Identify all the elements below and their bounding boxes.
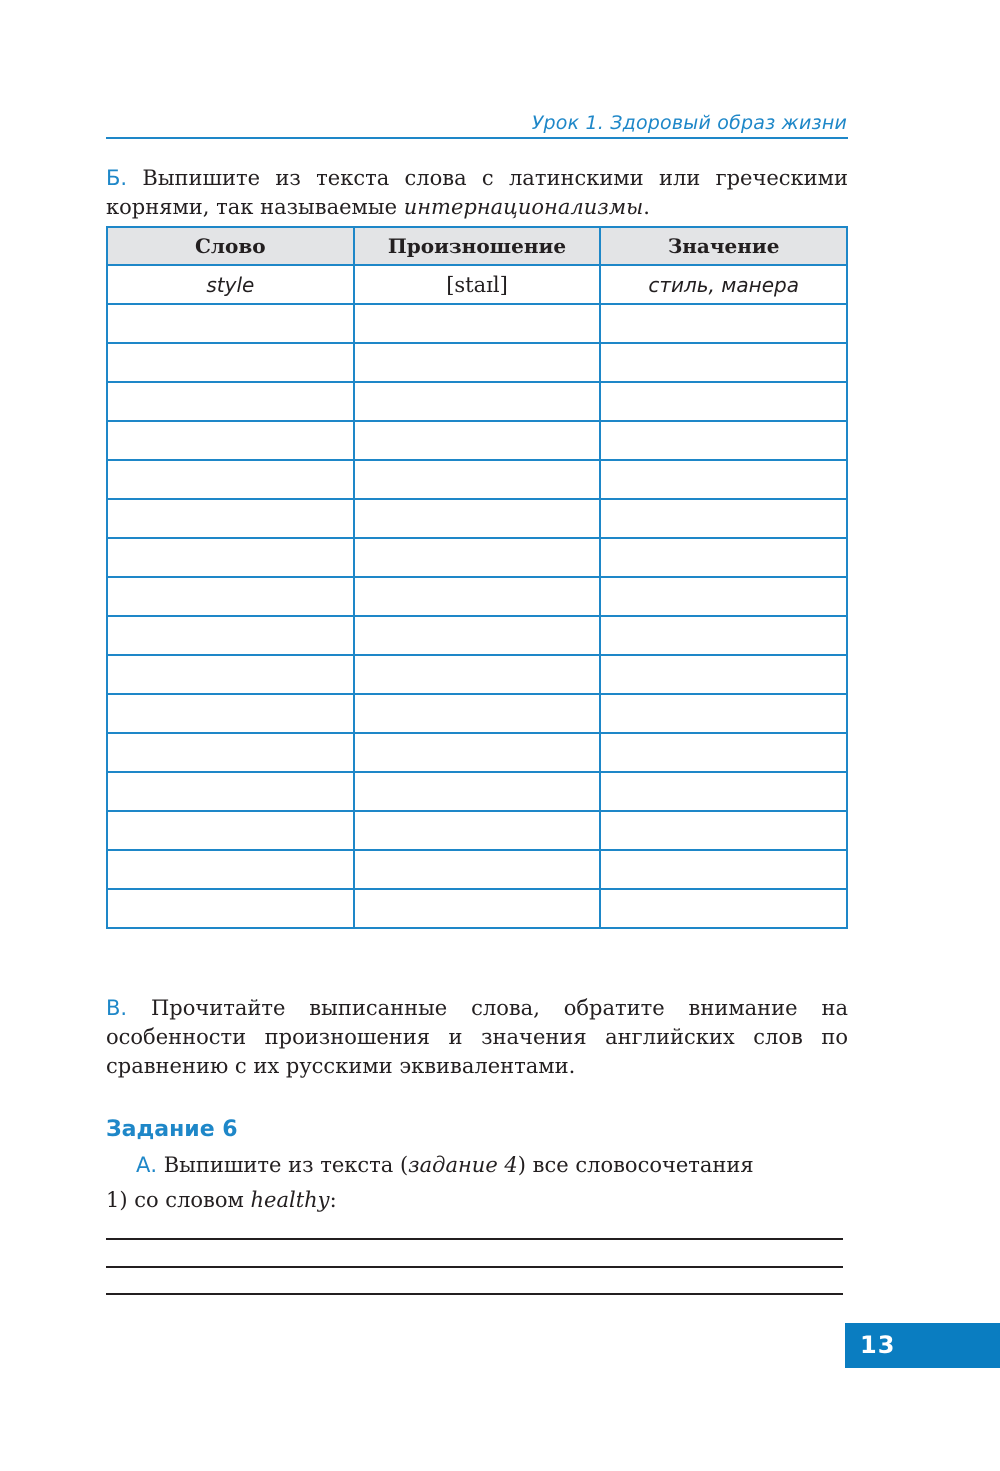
word-cell[interactable] <box>107 772 354 811</box>
table-row <box>107 499 847 538</box>
pronunciation-cell[interactable] <box>354 460 601 499</box>
meaning-cell[interactable] <box>600 811 847 850</box>
column-header-word: Слово <box>107 227 354 265</box>
column-header-pronunciation: Произношение <box>354 227 601 265</box>
table-row <box>107 538 847 577</box>
word-cell[interactable] <box>107 460 354 499</box>
pronunciation-cell[interactable] <box>354 538 601 577</box>
section-b-end: . <box>643 195 650 219</box>
table-row <box>107 694 847 733</box>
pronunciation-cell[interactable] <box>354 850 601 889</box>
pronunciation-cell[interactable] <box>354 421 601 460</box>
example-meaning-cell[interactable]: стиль, манера <box>600 265 847 304</box>
item-1-text: 1) со словом <box>106 1188 251 1212</box>
meaning-cell[interactable] <box>600 538 847 577</box>
section-b-text: Выпишите из текста слова с латинскими или греческими корнями, так называемые <box>106 166 848 219</box>
meaning-cell[interactable] <box>600 889 847 928</box>
table-row-example <box>107 265 847 304</box>
item-1-end: : <box>329 1188 337 1212</box>
answer-line-3[interactable] <box>106 1293 843 1295</box>
table-row <box>107 382 847 421</box>
table-row <box>107 850 847 889</box>
answer-line-2[interactable] <box>106 1266 843 1268</box>
word-cell[interactable] <box>107 343 354 382</box>
meaning-cell[interactable] <box>600 655 847 694</box>
meaning-cell[interactable] <box>600 304 847 343</box>
pronunciation-cell[interactable] <box>354 772 601 811</box>
word-cell[interactable] <box>107 655 354 694</box>
table-row <box>107 733 847 772</box>
section-v-text: Прочитайте выписанные слова, обратите внимание на особенности произношения и значения английских слов по сравнению с их русскими эквивалентами. <box>106 996 848 1078</box>
word-cell[interactable] <box>107 421 354 460</box>
task-6-a-ref: задание 4 <box>408 1153 518 1177</box>
table-row <box>107 616 847 655</box>
word-cell[interactable] <box>107 616 354 655</box>
section-v-letter: В. <box>106 996 128 1020</box>
table-row <box>107 889 847 928</box>
answer-line-1[interactable] <box>106 1238 843 1240</box>
running-head-title: Урок 1. Здоровый образ жизни <box>531 112 847 134</box>
meaning-cell[interactable] <box>600 577 847 616</box>
pronunciation-cell[interactable] <box>354 499 601 538</box>
pronunciation-cell[interactable] <box>354 304 601 343</box>
word-cell[interactable] <box>107 733 354 772</box>
pronunciation-cell[interactable] <box>354 577 601 616</box>
table-row <box>107 655 847 694</box>
table-row <box>107 343 847 382</box>
meaning-cell[interactable] <box>600 382 847 421</box>
meaning-cell[interactable] <box>600 694 847 733</box>
task-6-a-letter: А. <box>136 1153 158 1177</box>
table-row <box>107 811 847 850</box>
meaning-cell[interactable] <box>600 850 847 889</box>
word-cell[interactable] <box>107 850 354 889</box>
table-row <box>107 460 847 499</box>
task-6-a-text: Выпишите из текста ( <box>157 1153 409 1177</box>
word-cell[interactable] <box>107 694 354 733</box>
pronunciation-cell[interactable] <box>354 733 601 772</box>
meaning-cell[interactable] <box>600 499 847 538</box>
word-cell[interactable] <box>107 382 354 421</box>
word-cell[interactable] <box>107 889 354 928</box>
pronunciation-cell[interactable] <box>354 811 601 850</box>
pronunciation-cell[interactable] <box>354 343 601 382</box>
word-cell[interactable] <box>107 577 354 616</box>
pronunciation-cell[interactable] <box>354 655 601 694</box>
meaning-cell[interactable] <box>600 343 847 382</box>
example-pronunciation-cell[interactable]: [staɪl] <box>354 265 601 304</box>
word-cell[interactable] <box>107 499 354 538</box>
task-6-a-text-end: ) все словосочетания <box>517 1153 754 1177</box>
example-word-cell[interactable]: style <box>107 265 354 304</box>
table-row <box>107 577 847 616</box>
meaning-cell[interactable] <box>600 460 847 499</box>
meaning-cell[interactable] <box>600 616 847 655</box>
table-row <box>107 772 847 811</box>
section-b-term: интернационализмы <box>403 195 644 219</box>
header-divider <box>106 137 848 139</box>
meaning-cell[interactable] <box>600 421 847 460</box>
table-row <box>107 421 847 460</box>
word-cell[interactable] <box>107 304 354 343</box>
task-6-a-instruction <box>136 1153 754 1177</box>
table-row <box>107 304 847 343</box>
vocabulary-table <box>106 226 848 929</box>
word-cell[interactable] <box>107 811 354 850</box>
pronunciation-cell[interactable] <box>354 889 601 928</box>
section-b-letter: Б. <box>106 166 128 190</box>
pronunciation-cell[interactable] <box>354 694 601 733</box>
section-v-instruction <box>106 994 848 1081</box>
section-b-instruction <box>106 164 848 222</box>
table-header-row <box>107 227 847 265</box>
pronunciation-cell[interactable] <box>354 382 601 421</box>
meaning-cell[interactable] <box>600 772 847 811</box>
meaning-cell[interactable] <box>600 733 847 772</box>
item-1-word: healthy <box>250 1188 330 1212</box>
pronunciation-cell[interactable] <box>354 616 601 655</box>
task-6-title: Задание 6 <box>106 1117 238 1142</box>
task-6-item-1 <box>106 1188 337 1212</box>
page-number: 13 <box>845 1323 1000 1368</box>
word-cell[interactable] <box>107 538 354 577</box>
column-header-meaning: Значение <box>600 227 847 265</box>
